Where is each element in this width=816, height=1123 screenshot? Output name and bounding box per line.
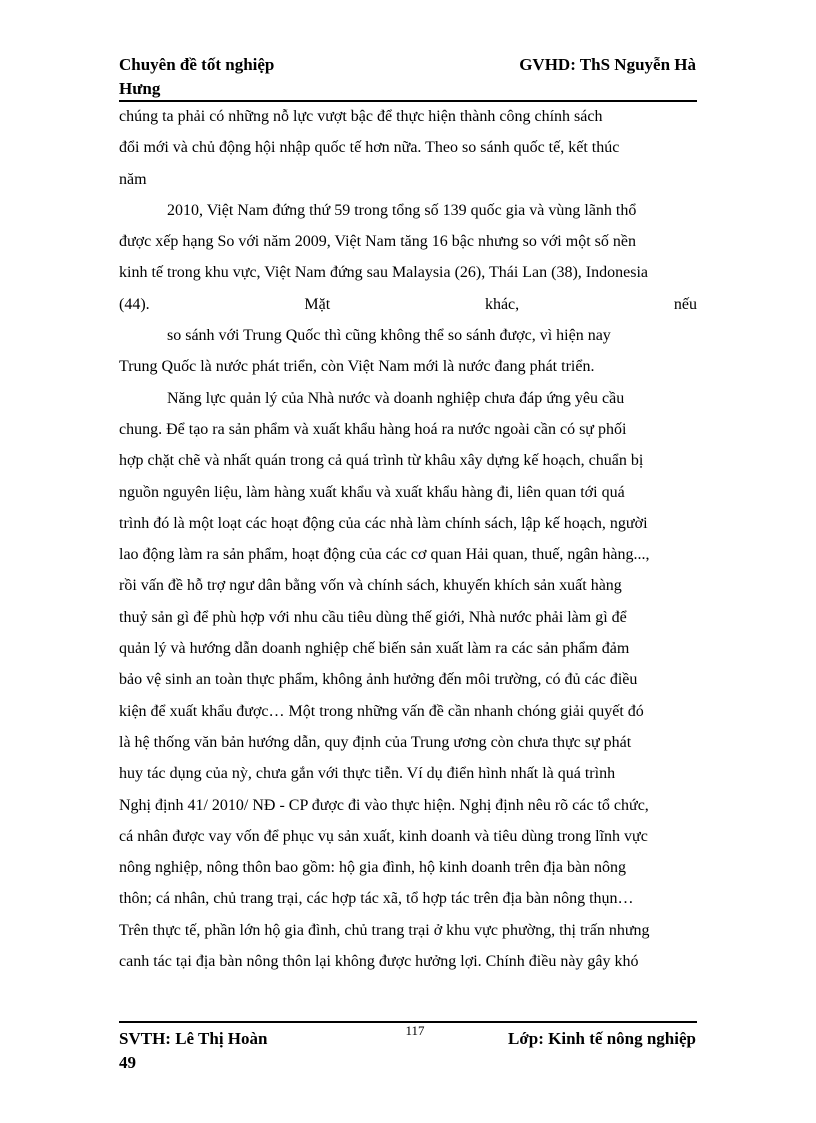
page-number: 117 <box>405 1023 425 1038</box>
body-line: thuỷ sản gì để phù hợp với nhu cầu tiêu dùng thế giới, Nhà nước phải làm gì để <box>119 608 627 626</box>
body-line: thôn; cá nhân, chủ trang trại, các hợp tác xã, tổ hợp tác trên địa bàn nông thụn… <box>119 890 634 908</box>
header-left <box>119 53 319 101</box>
body-line: là hệ thống văn bản hướng dẫn, quy định của Trung ương còn chưa thực sự phát <box>119 733 632 751</box>
body-line: năm <box>119 170 147 188</box>
footer-left <box>119 1027 319 1075</box>
body-line: đổi mới và chủ động hội nhập quốc tế hơn nữa. Theo so sánh quốc tế, kết thúc <box>119 139 620 157</box>
body-line: 2010, Việt Nam đứng thứ 59 trong tổng số 139 quốc gia và vùng lãnh thổ <box>167 201 637 219</box>
body-line: Năng lực quản lý của Nhà nước và doanh nghiệp chưa đáp ứng yêu cầu <box>167 389 625 407</box>
footer-student-line2: 49 <box>119 1053 136 1072</box>
body-line: Nghị định 41/ 2010/ NĐ - CP được đi vào thực hiện. Nghị định nêu rõ các tổ chức, <box>119 796 649 814</box>
footer-student-line1: SVTH: Lê Thị Hoàn <box>119 1029 268 1048</box>
body-line: huy tác dụng của nỳ, chưa gắn với thực tiễn. Ví dụ điển hình nhất là quá trình <box>119 765 616 783</box>
body-line: chung. Để tạo ra sản phẩm và xuất khẩu hàng hoá ra nước ngoài cần có sự phối <box>119 420 627 438</box>
body-line: bảo vệ sinh an toàn thực phẩm, không ảnh hưởng đến môi trường, có đủ các điều <box>119 671 638 689</box>
body-line: trình đó là một loạt các hoạt động của các nhà làm chính sách, lập kế hoạch, người <box>119 514 648 532</box>
body-line: quản lý và hướng dẫn doanh nghiệp chế biến sản xuất làm ra các sản phẩm đảm <box>119 640 630 658</box>
header-supervisor: GVHD: ThS Nguyễn Hà <box>519 55 696 74</box>
body-line: kiện để xuất khẩu được… Một trong những vấn đề cần nhanh chóng giải quyết đó <box>119 702 644 720</box>
body-line: Trên thực tế, phần lớn hộ gia đình, chủ trang trại ở khu vực phường, thị trấn nhưng <box>119 921 650 939</box>
document-body <box>119 101 697 977</box>
footer-class: Lớp: Kinh tế nông nghiệp <box>508 1029 696 1048</box>
body-line: rồi vấn đề hỗ trợ ngư dân bằng vốn và chính sách, khuyến khích sản xuất hàng <box>119 577 622 595</box>
body-line: cá nhân được vay vốn để phục vụ sản xuất, kinh doanh và tiêu dùng trong lĩnh vực <box>119 827 648 845</box>
body-line: kinh tế trong khu vực, Việt Nam đứng sau Malaysia (26), Thái Lan (38), Indonesia <box>119 264 649 282</box>
body-line: canh tác tại địa bàn nông thôn lại không được hưởng lợi. Chính điều này gây khó <box>119 953 639 971</box>
body-line: Trung Quốc là nước phát triển, còn Việt Nam mới là nước đang phát triển. <box>119 358 595 376</box>
body-line: chúng ta phải có những nỗ lực vượt bậc để thực hiện thành công chính sách <box>119 108 603 125</box>
body-line: so sánh với Trung Quốc thì cũng không thể so sánh được, vì hiện nay <box>167 327 611 345</box>
header-author-line2: Hưng <box>119 79 161 98</box>
body-line: nông nghiệp, nông thôn bao gồm: hộ gia đình, hộ kinh doanh trên địa bàn nông <box>119 859 627 877</box>
body-line: lao động làm ra sản phẩm, hoạt động của các cơ quan Hải quan, thuế, ngân hàng..., <box>119 546 650 564</box>
body-line: được xếp hạng So với năm 2009, Việt Nam tăng 16 bậc nhưng so với một số nền <box>119 233 636 251</box>
header-author-line1: Chuyên đề tốt nghiệp <box>119 55 275 74</box>
body-line: (44). Mặt khác, nếu <box>119 295 697 313</box>
body-line: hợp chặt chẽ và nhất quán trong cả quá trình từ khâu xây dựng kế hoạch, chuẩn bị <box>119 452 644 470</box>
body-line: nguồn nguyên liệu, làm hàng xuất khẩu và xuất khẩu hàng đi, liên quan tới quá <box>119 483 625 501</box>
